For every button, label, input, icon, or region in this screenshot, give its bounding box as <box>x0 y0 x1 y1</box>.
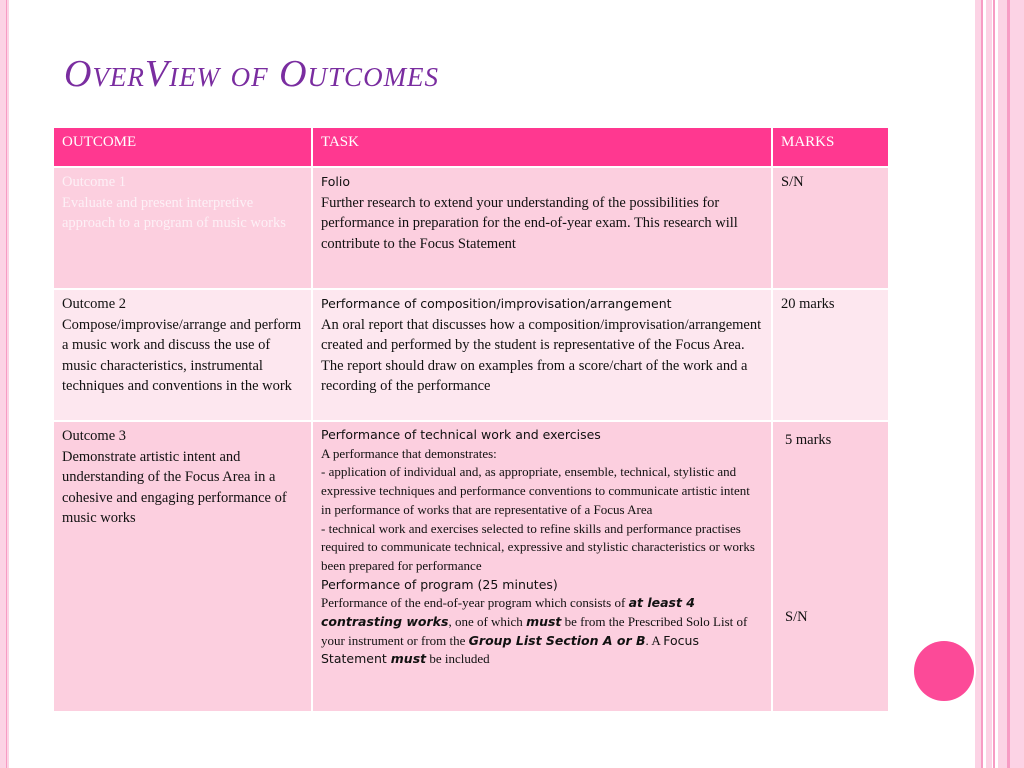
table-row <box>53 167 889 289</box>
outcomes-table <box>52 126 890 713</box>
outcome-title: Outcome 3 <box>62 428 127 444</box>
task-point: - application of individual and, as appropriate, ensemble, technical, stylistic and expressive techniques and performance conventions to communicate artistic intent in performance of works that are representative of a Focus Area <box>321 464 750 517</box>
header-outcome: OUTCOME <box>53 127 312 167</box>
marks-value: 20 marks <box>781 296 835 312</box>
task-text-fragment: Performance of the end-of-year program which consists of <box>321 595 629 611</box>
outcome-text: Demonstrate artistic intent and understanding of the Focus Area in a cohesive and engaging performance of music works <box>62 448 287 526</box>
task-title: Performance of composition/improvisation/arrangement <box>321 296 672 311</box>
table-header-row <box>53 127 889 167</box>
marks-value: S/N <box>781 174 804 190</box>
task-text-fragment: be from the Prescribed Solo List of your instrument or from the <box>321 614 748 648</box>
marks-cell <box>772 421 889 712</box>
table-row <box>53 421 889 712</box>
header-task: TASK <box>312 127 772 167</box>
task-text-fragment: Focus Statement <box>321 632 699 667</box>
left-border-decoration <box>0 0 9 768</box>
marks-value: 5 marks <box>785 432 832 448</box>
emphasis-text: must <box>390 651 427 667</box>
outcome-cell <box>53 289 312 421</box>
task-title: Performance of technical work and exercises <box>321 427 601 442</box>
task-text-fragment: be included <box>426 651 490 667</box>
task-text: An oral report that discusses how a composition/improvisation/arrangement created and performed by the student is representative of the Focus Area. The report should draw on examples from a score/chart of the work and a recording of the performance <box>321 316 762 394</box>
task-point: - technical work and exercises selected to refine skills and performance practises required to communicate technical, expressive and stylistic characteristics or works been prepared for performance <box>321 520 755 573</box>
task-title: Folio <box>321 174 350 189</box>
outcome-title: Outcome 1 <box>62 174 127 190</box>
decorative-circle <box>914 641 974 701</box>
outcome-cell <box>53 167 312 289</box>
task-cell <box>312 167 772 289</box>
task-text-fragment: , one of which <box>448 614 527 630</box>
outcome-text: Evaluate and present interpretive approach to a program of music works <box>62 194 286 231</box>
marks-cell <box>772 167 889 289</box>
outcome-cell <box>53 421 312 712</box>
task-cell <box>312 421 772 712</box>
header-marks: MARKS <box>772 127 889 167</box>
task-text: Further research to extend your understanding of the possibilities for performance in preparation for the end-of-year exam. This research will contribute to the Focus Statement <box>321 194 738 252</box>
emphasis-text: Group List Section A or B <box>468 632 646 648</box>
outcome-text: Compose/improvise/arrange and perform a music work and discuss the use of music characteristics, instrumental techniques and conventions in the work <box>62 316 302 394</box>
task-title-2: Performance of program (25 minutes) <box>321 576 558 592</box>
right-stripe <box>998 0 1024 768</box>
right-stripe <box>1007 0 1010 768</box>
marks-value-2: S/N <box>785 608 808 625</box>
right-stripe <box>993 0 995 768</box>
task-cell <box>312 289 772 421</box>
table-row <box>53 289 889 421</box>
right-stripe <box>986 0 992 768</box>
right-stripe <box>981 0 983 768</box>
slide-title: OverView of Outcomes <box>64 53 440 95</box>
emphasis-text: at least 4 contrasting works <box>321 595 695 630</box>
outcome-title: Outcome 2 <box>62 296 127 312</box>
task-text-2 <box>321 594 763 669</box>
emphasis-text: must <box>526 614 562 630</box>
task-text-fragment: . A <box>645 632 664 648</box>
marks-cell <box>772 289 889 421</box>
task-intro: A performance that demonstrates: <box>321 445 497 461</box>
